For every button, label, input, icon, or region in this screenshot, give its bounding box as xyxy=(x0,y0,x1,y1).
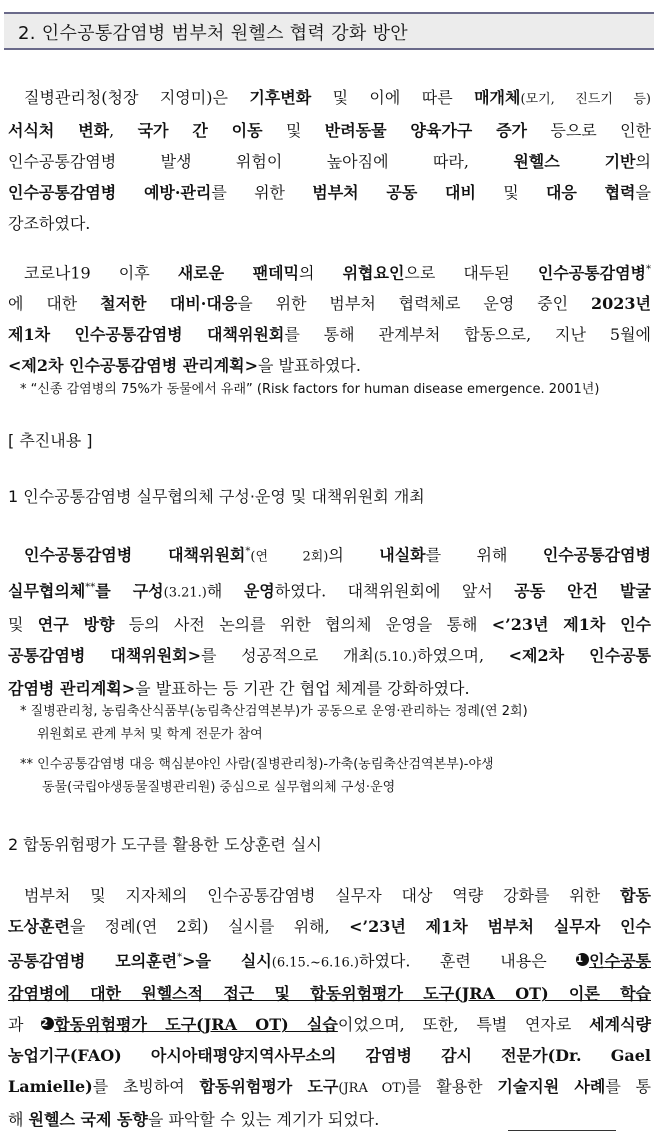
subsection-2-heading: 2 합동위험평가 도구를 활용한 도상훈련 실시 xyxy=(8,835,322,854)
s2-line-2: 도상훈련을 정례(연 2회) 실시를 위해, <’23년 제1차 범부처 실무자 인수 xyxy=(8,917,651,936)
background-paragraph xyxy=(8,254,651,381)
s2-line-1: 범부처 및 지자체의 인수공통감염병 실무자 대상 역량 강화를 위한 합동 xyxy=(24,886,651,905)
intro-line-4: 인수공통감염병 예방·관리를 위한 범부처 공동 대비 및 대응 협력을 xyxy=(8,183,651,202)
number-2-icon: 2 xyxy=(41,1017,54,1030)
intro-line-5: 강조하였다. xyxy=(8,214,91,233)
subsection-2-body xyxy=(8,880,651,1135)
s1-line-5: 감염병 관리계획>을 발표하는 등 기관 간 협업 체계를 강화하였다. xyxy=(8,678,470,698)
intro-line-2: 서식처 변화, 국가 간 이동 및 반려동물 양육가구 증가 등으로 인한 xyxy=(8,121,652,140)
s1-line-1: 인수공통감염병 대책위원회*(연 2회)의 내실화를 위해 인수공통감염병 xyxy=(24,545,652,565)
s1-line-2: 실무협의체**를 구성(3.21.)해 운영하였다. 대책위원회에 앞서 공동 안건 발굴 xyxy=(8,581,651,601)
section-header: [ 추진내용 ] xyxy=(8,431,93,450)
section-title: 2. 인수공통감염병 범부처 원헬스 협력 강화 방안 xyxy=(18,23,408,44)
background-line-1: 코로나19 이후 새로운 팬데믹의 위협요인으로 대두된 인수공통감염병* xyxy=(24,263,652,283)
s2-line-8: 해 원헬스 국제 동향을 파악할 수 있는 계기가 되었다. xyxy=(8,1110,380,1130)
s2-line-7: Lamielle)를 초빙하여 합동위험평가 도구(JRA OT)를 활용한 기술지원 사례를 통 xyxy=(8,1077,652,1097)
subsection-1-footnotes: * 질병관리청, 농림축산식품부(농림축산검역본부)가 공동으로 운영·관리하는 정례(연 2회) 위원회로 관계 부처 및 학계 전문가 참여 ** 인수공통감염병 대응 핵심분야인 사람(질병관리청)-가축(농림축산검역본부)-야생 동물(국립야생동물질병관리원) 중심으로 실무협의체 구성·운영 xyxy=(20,704,528,795)
intro-paragraph xyxy=(8,82,651,239)
s2-line-4: 감염병에 대한 원헬스적 접근 및 합동위험평가 도구(JRA OT) 이론 학습 xyxy=(8,984,651,1004)
s1-line-4: 공통감염병 대책위원회>를 성공적으로 개최(5.10.)하였으며, <제2차 인수공통 xyxy=(8,645,651,665)
section-title-bar xyxy=(4,12,654,50)
s2-line-6: 농업기구(FAO) 아시아태평양지역사무소의 감염병 감시 전문가(Dr. Gael xyxy=(8,1046,652,1066)
number-1-icon: 1 xyxy=(576,953,589,966)
background-line-4: <제2차 인수공통감염병 관리계획>을 발표하였다. xyxy=(8,356,361,376)
subsection-1-heading: 1 인수공통감염병 실무협의체 구성·운영 및 대책위원회 개최 xyxy=(8,487,425,506)
background-footnote: * “신종 감염병의 75%가 동물에서 유래” (Risk factors for human disease emergence. 2001년) xyxy=(20,382,600,397)
intro-line-1: 질병관리청(청장 지영미)은 기후변화 및 이에 따른 매개체(모기, 진드기 등) xyxy=(24,88,651,107)
s2-line-5: 과 2 합동위험평가 도구(JRA OT) 실습이었으며, 또한, 특별 연자로 세계식량 xyxy=(8,1015,651,1035)
subsection-1-body xyxy=(8,536,651,704)
page-divider xyxy=(508,1130,616,1131)
intro-line-3: 인수공통감염병 발생 위험이 높아짐에 따라, 원헬스 기반의 xyxy=(8,152,651,171)
s2-line-3: 공통감염병 모의훈련*>을 실시(6.15.~6.16.)하였다. 훈련 내용은 1 인수공통 xyxy=(8,951,651,971)
background-line-2: 에 대한 철저한 대비·대응을 위한 범부처 협력체로 운영 중인 2023년 xyxy=(8,294,651,314)
s1-line-3: 및 연구 방향 등의 사전 논의를 위한 협의체 운영을 통해 <’23년 제1차 인수 xyxy=(8,614,651,634)
background-line-3: 제1차 인수공통감염병 대책위원회를 통해 관계부처 합동으로, 지난 5월에 xyxy=(8,325,651,345)
